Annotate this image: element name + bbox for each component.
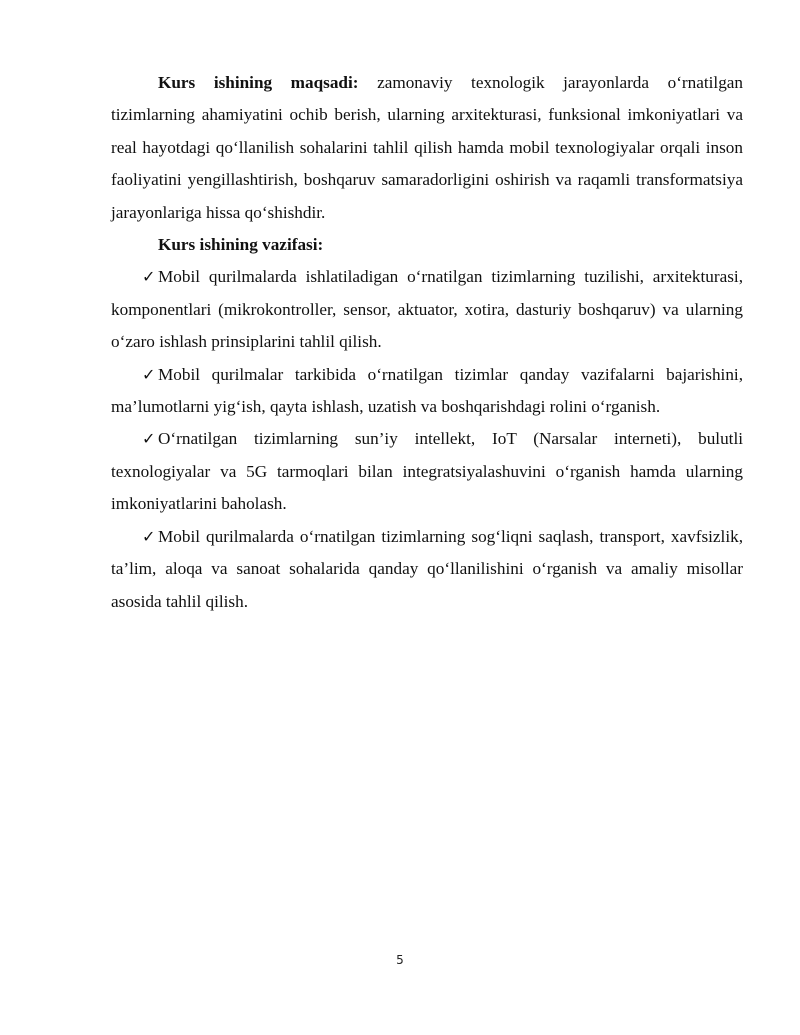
task-item: [111, 521, 743, 618]
task-item-text: Mobil qurilmalarda o‘rnatilgan tizimlarning sog‘liqni saqlash, transport, xavfsizlik, ta’lim, aloqa va sanoat sohalarida qanday qo‘llanilishini o‘rganish va amaliy misollar asosida tahlil qilish.: [111, 526, 743, 611]
task-item: [111, 423, 743, 520]
checkmark-icon: ✓: [142, 267, 156, 287]
task-item-text: Mobil qurilmalar tarkibida o‘rnatilgan tizimlar qanday vazifalarni bajarishini, ma’lumotlarni yig‘ish, qayta ishlash, uzatish va boshqarishdagi rolini o‘rganish.: [111, 364, 743, 417]
task-item-text: Mobil qurilmalarda ishlatiladigan o‘rnatilgan tizimlarning tuzilishi, arxitekturasi, komponentlari (mikrokontroller, sensor, aktuator, xotira, dasturiy boshqaruv) va ularning o‘zaro ishlash prinsiplarini tahlil qilish.: [111, 267, 743, 352]
checkmark-icon: ✓: [142, 364, 156, 384]
task-item-text: O‘rnatilgan tizimlarning sun’iy intellekt, IoT (Narsalar interneti), bulutli texnologiyalar va 5G tarmoqlari bilan integratsiyalashuvini o‘rganish hamda ularning imkoniyatlarini baholash.: [111, 429, 743, 514]
purpose-label: Kurs ishining maqsadi:: [158, 73, 359, 92]
task-item: [111, 261, 743, 358]
tasks-heading: Kurs ishining vazifasi:: [158, 235, 324, 255]
purpose-paragraph: [111, 67, 743, 229]
checkmark-icon: ✓: [142, 429, 156, 449]
page-number: 5: [396, 953, 404, 967]
checkmark-icon: ✓: [142, 526, 156, 546]
task-item: [111, 359, 743, 424]
page-content: [111, 67, 743, 618]
purpose-text: zamonaviy texnologik jarayonlarda o‘rnatilgan tizimlarning ahamiyatini ochib berish, ularning arxitekturasi, funksional imkoniyatlari va real hayotdagi qo‘llanilish sohalarini tahlil qilish hamda mobil texnologiyalar orqali inson faoliyatini yengillashtirish, boshqaruv samaradorligini oshirish va raqamli transformatsiya jarayonlariga hissa qo‘shishdir.: [111, 73, 744, 222]
